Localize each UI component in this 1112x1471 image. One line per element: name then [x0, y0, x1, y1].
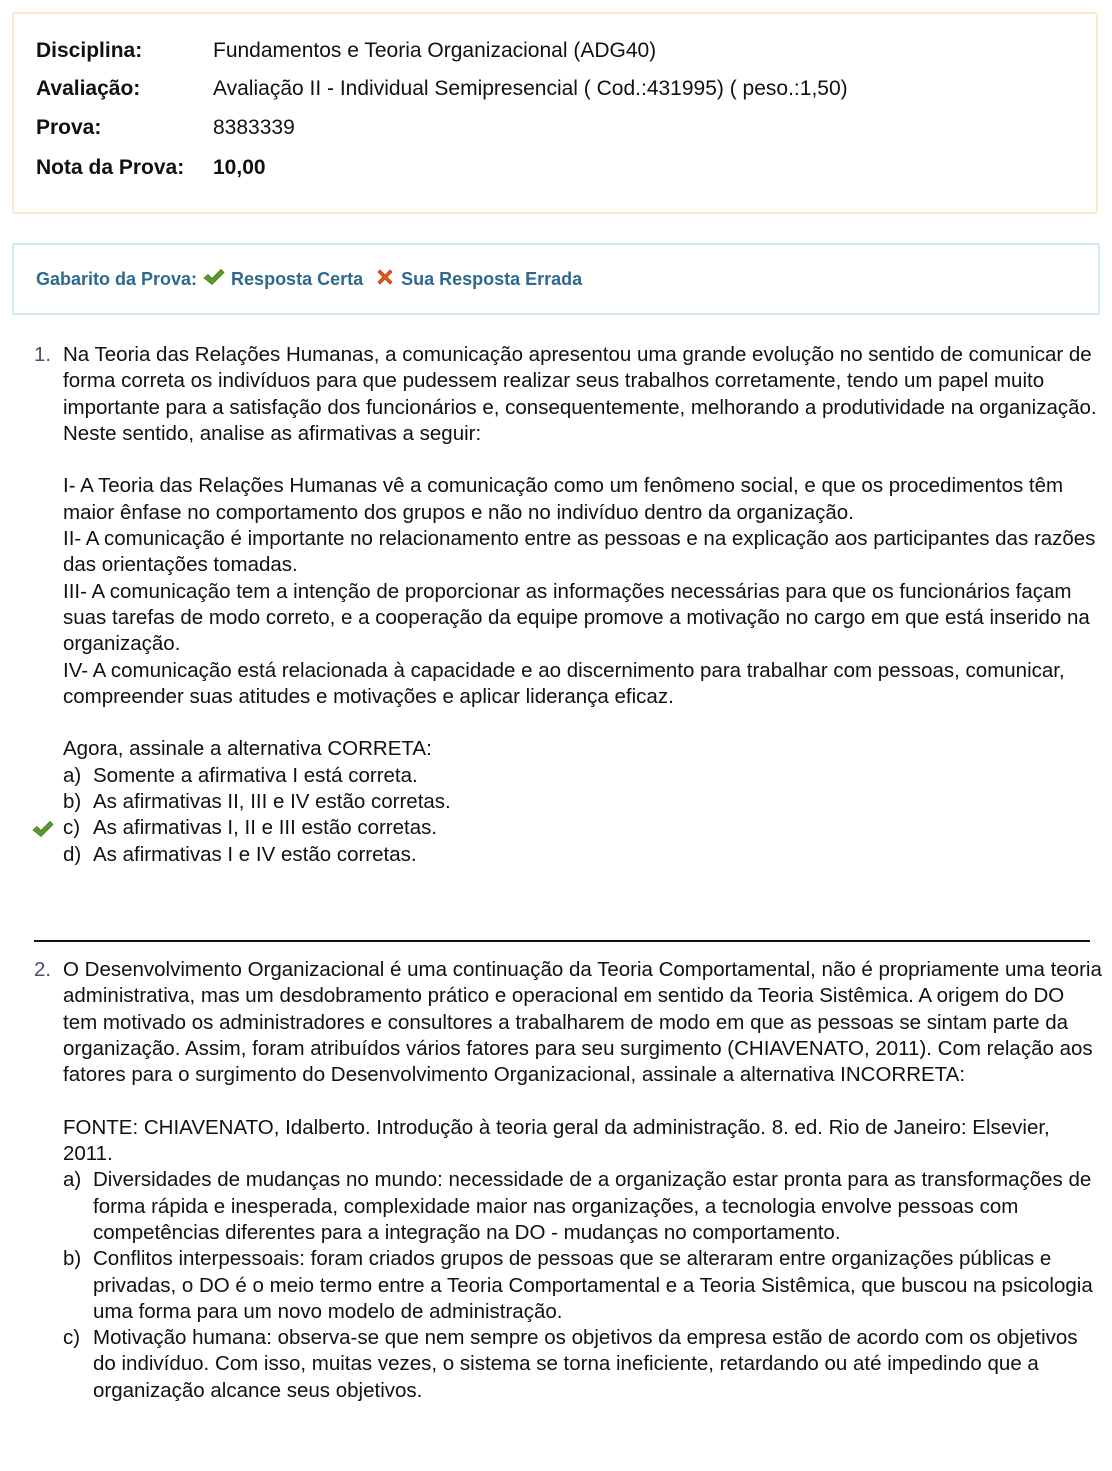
- info-label: Nota da Prova:: [36, 156, 185, 179]
- answer-option-b: b) As afirmativas II, III e IV estão corretas.: [63, 790, 451, 814]
- check-icon: [203, 268, 225, 291]
- question-statement: O Desenvolvimento Organizacional é uma continuação da Teoria Comportamental, não é propriamente uma teoria administrativa, mas um desdobramento prático e operacional em sentido da Teoria Sistêmica. A origem do DO tem motivado os administradores e consultores a trabalharem de modo em que as pessoas se sintam parte da organização. Assim, foram atribuídos vários fatores para seu surgimento (CHIAVENATO, 2011). Com relação aos fatores para o surgimento do Desenvolvimento Organizacional, assinale a alternativa INCORRETA:: [63, 958, 1102, 1087]
- answer-option-a: a) Somente a afirmativa I está correta.: [63, 763, 418, 787]
- answer-option-c-correct: c) As afirmativas I, II e III estão corretas.: [63, 815, 1103, 841]
- statement-item: I- A Teoria das Relações Humanas vê a comunicação como um fenômeno social, e que os procedimentos têm maior ênfase no comportamento dos grupos e não no indivíduo dentro da organização.: [63, 474, 1064, 524]
- grade-value: 10,00: [213, 156, 266, 179]
- x-icon: [375, 267, 395, 292]
- info-label: Prova:: [36, 116, 102, 139]
- answer-key-legend: [12, 243, 1100, 315]
- legend-title: Gabarito da Prova:: [36, 269, 198, 289]
- answer-option-a: a) Diversidades de mudanças no mundo: necessidade de a organização estar pronta para as transformações de forma rápida e inesperada, complexidade maior nas organizações, a tecnologia envolve pessoas com competências diferentes para a integração na DO - mudanças no comportamento.: [63, 1168, 1092, 1244]
- exam-info-panel: [12, 12, 1098, 214]
- statement-item: III- A comunicação tem a intenção de proporcionar as informações necessárias para que os funcionários façam suas tarefas de modo correto, e a cooperação da equipe promove a motivação no cargo em que está inserido na organização.: [63, 579, 1090, 656]
- discipline-value: Fundamentos e Teoria Organizacional (ADG40): [213, 39, 657, 62]
- exam-id-value: 8383339: [213, 116, 295, 139]
- info-label: Avaliação:: [36, 77, 141, 100]
- question-divider: [34, 940, 1090, 942]
- evaluation-value: Avaliação II - Individual Semipresencial ( Cod.:431995) ( peso.:1,50): [213, 77, 848, 100]
- question-source: FONTE: CHIAVENATO, Idalberto. Introdução à teoria geral da administração. 8. ed. Rio de Janeiro: Elsevier, 2011.: [63, 1115, 1050, 1166]
- legend-correct-label: Resposta Certa: [231, 269, 364, 289]
- legend-wrong-label: Sua Resposta Errada: [401, 269, 583, 289]
- check-icon: [32, 819, 54, 845]
- question-statement: Na Teoria das Relações Humanas, a comunicação apresentou uma grande evolução no sentido de comunicar de forma correta os indivíduos para que pudessem realizar seus trabalhos corretamente, tendo um papel muito importante para a satisfação dos funcionários e, consequentemente, melhorando a produtividade na organização. Neste sentido, analise as afirmativas a seguir:: [63, 343, 1097, 445]
- answer-option-d: d) As afirmativas I e IV estão corretas.: [63, 842, 417, 866]
- info-label: Disciplina:: [36, 39, 143, 62]
- answer-option-b: b) Conflitos interpessoais: foram criados grupos de pessoas que se alteraram entre organizações públicas e privadas, o DO é o meio termo entre a Teoria Comportamental e a Teoria Sistêmica, que buscou na psicologia uma forma para um novo modelo de administração.: [63, 1247, 1093, 1323]
- question-number: 1.: [34, 343, 52, 366]
- answer-option-c: c) Motivação humana: observa-se que nem sempre os objetivos da empresa estão de acordo com os objetivos do indivíduo. Com isso, muitas vezes, o sistema se torna ineficiente, retardando ou até impedindo que a organização alcance seus objetivos.: [63, 1326, 1078, 1402]
- question-prompt: Agora, assinale a alternativa CORRETA:: [63, 737, 432, 761]
- statement-item: IV- A comunicação está relacionada à capacidade e ao discernimento para trabalhar com pessoas, comunicar, compreender suas atitudes e motivações e aplicar liderança eficaz.: [63, 658, 1065, 708]
- statement-item: II- A comunicação é importante no relacionamento entre as pessoas e na explicação aos participantes das razões das orientações tomadas.: [63, 527, 1096, 577]
- question-number: 2.: [34, 958, 52, 981]
